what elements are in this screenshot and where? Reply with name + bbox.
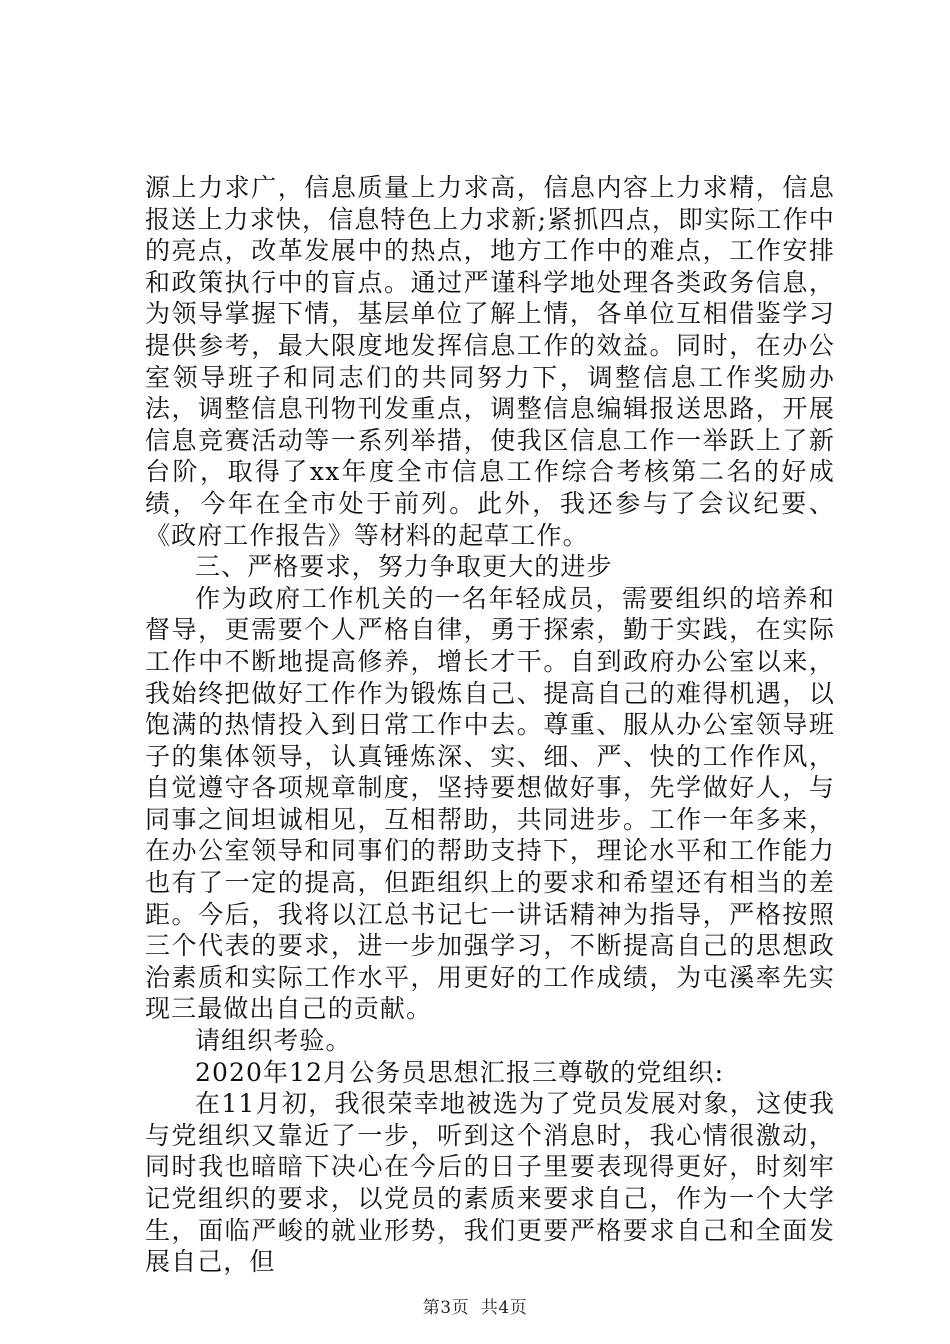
paragraph-party-development: 在11月初，我很荣幸地被选为了党员发展对象，这使我与党组织又靠近了一步，听到这个消息时，我心情很激动，同时我也暗暗下决心在今后的日子里要表现得更好，时刻牢记党组织的要求，以党员的素质来要求自己，作为一个大学生，面临严峻的就业形势，我们更要严格要求自己和全面发展自己，但 (145, 1089, 835, 1277)
page-footer (0, 1293, 950, 1318)
document-body (145, 172, 835, 1278)
paragraph-closing-request: 请组织考验。 (195, 1026, 352, 1056)
paragraph-self-improvement: 作为政府工作机关的一名年轻成员，需要组织的培养和督导，更需要个人严格自律，勇于探索，勤于实践，在实际工作中不断地提高修养，增长才干。自到政府办公室以来，我始终把做好工作作为锻炼自己、提高自己的难得机遇，以饱满的热情投入到日常工作中去。尊重、服从办公室领导班子的集体领导，认真锤炼深、实、细、严、快的工作作风，自觉遵守各项规章制度，坚持要想做好事，先学做好人，与同事之间坦诚相见，互相帮助，共同进步。工作一年多来，在办公室领导和同事们的帮助支持下，理论水平和工作能力也有了一定的提高，但距组织上的要求和希望还有相当的差距。今后，我将以江总书记七一讲话精神为指导，严格按照三个代表的要求，进一步加强学习，不断提高自己的思想政治素质和实际工作水平，用更好的工作成绩，为屯溪率先实现三最做出自己的贡献。 (145, 583, 835, 1024)
paragraph-info-work: 源上力求广，信息质量上力求高，信息内容上力求精，信息报送上力求快，信息特色上力求新;紧抓四点，即实际工作中的亮点，改革发展中的热点，地方工作中的难点，工作安排和政策执行中的盲点。通过严谨科学地处理各类政务信息，为领导掌握下情，基层单位了解上情，各单位互相借鉴学习提供参考，最大限度地发挥信息工作的效益。同时，在办公室领导班子和同志们的共同努力下，调整信息工作奖励办法，调整信息刊物刊发重点，调整信息编辑报送思路，开展信息竞赛活动等一系列举措，使我区信息工作一举跃上了新台阶，取得了xx年度全市信息工作综合考核第二名的好成绩，今年在全市处于前列。此外，我还参与了会议纪要、《政府工作报告》等材料的起草工作。 (145, 173, 835, 550)
paragraph-report-title: 2020年12月公务员思想汇报三尊敬的党组织: (195, 1057, 725, 1087)
page-total: 共4页 (480, 1298, 528, 1318)
section-heading-strict-requirements: 三、严格要求，努力争取更大的进步 (195, 552, 613, 582)
page-number: 第3页 (422, 1298, 470, 1318)
